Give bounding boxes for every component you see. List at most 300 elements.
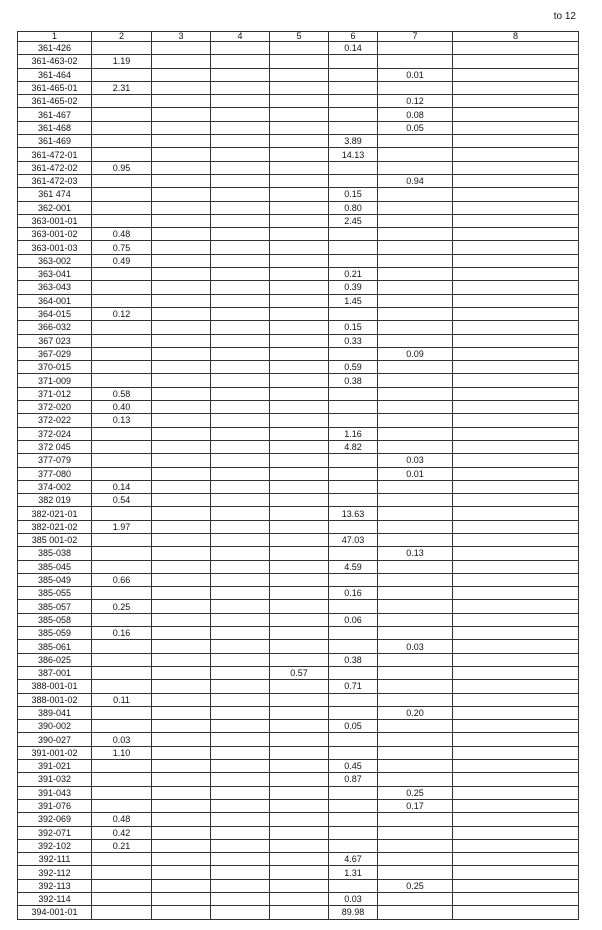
value-cell-col-4 [211,879,270,892]
value-cell-col-8 [453,387,579,400]
value-cell-col-6 [329,799,378,812]
value-cell-col-7 [378,893,453,906]
value-cell-col-7 [378,334,453,347]
value-cell-col-5 [270,307,329,320]
value-cell-col-2 [92,640,152,653]
value-cell-col-7 [378,866,453,879]
table-row [18,853,579,866]
value-cell-col-8 [453,268,579,281]
table-row [18,174,579,187]
value-cell-col-3 [152,613,211,626]
value-cell-col-8 [453,573,579,586]
row-code-cell: 361-468 [18,121,92,134]
value-cell-col-8 [453,507,579,520]
value-cell-col-4 [211,374,270,387]
value-cell-col-7 [378,427,453,440]
value-cell-col-5 [270,480,329,493]
value-cell-col-2 [92,853,152,866]
value-cell-col-8 [453,440,579,453]
value-cell-col-7 [378,760,453,773]
value-cell-col-2 [92,121,152,134]
value-cell-col-2 [92,294,152,307]
value-cell-col-2 [92,587,152,600]
value-cell-col-4 [211,839,270,852]
table-row [18,42,579,55]
value-cell-col-8 [453,148,579,161]
value-cell-col-2: 1.97 [92,520,152,533]
value-cell-col-2 [92,440,152,453]
table-row [18,414,579,427]
table-row [18,666,579,679]
value-cell-col-6 [329,228,378,241]
value-cell-col-4 [211,95,270,108]
value-cell-col-6 [329,600,378,613]
value-cell-col-6 [329,693,378,706]
value-cell-col-3 [152,387,211,400]
value-cell-col-3 [152,454,211,467]
value-cell-col-7 [378,281,453,294]
value-cell-col-8 [453,108,579,121]
column-header-6: 6 [329,32,378,42]
row-code-cell: 382-021-02 [18,520,92,533]
value-cell-col-2 [92,201,152,214]
value-cell-col-8 [453,135,579,148]
value-cell-col-3 [152,68,211,81]
table-row [18,307,579,320]
row-code-cell: 392-069 [18,813,92,826]
value-cell-col-2 [92,268,152,281]
value-cell-col-4 [211,454,270,467]
value-cell-col-5 [270,746,329,759]
value-cell-col-3 [152,666,211,679]
value-cell-col-8 [453,906,579,919]
value-cell-col-7 [378,161,453,174]
value-cell-col-5 [270,108,329,121]
value-cell-col-7 [378,307,453,320]
value-cell-col-4 [211,627,270,640]
row-code-cell: 361 474 [18,188,92,201]
table-row [18,839,579,852]
row-code-cell: 385-061 [18,640,92,653]
row-code-cell: 392-071 [18,826,92,839]
value-cell-col-2 [92,281,152,294]
row-code-cell: 370-015 [18,361,92,374]
value-cell-col-2 [92,214,152,227]
value-cell-col-5 [270,786,329,799]
value-cell-col-2 [92,547,152,560]
row-code-cell: 387-001 [18,666,92,679]
value-cell-col-5 [270,214,329,227]
value-cell-col-5 [270,906,329,919]
value-cell-col-2: 2.31 [92,81,152,94]
row-code-cell: 385-059 [18,627,92,640]
value-cell-col-5 [270,773,329,786]
value-cell-col-2 [92,799,152,812]
value-cell-col-7: 0.03 [378,454,453,467]
table-row [18,294,579,307]
table-row [18,401,579,414]
table-row [18,799,579,812]
value-cell-col-6 [329,161,378,174]
table-row [18,454,579,467]
value-cell-col-3 [152,467,211,480]
value-cell-col-3 [152,507,211,520]
value-cell-col-2: 0.21 [92,839,152,852]
value-cell-col-8 [453,746,579,759]
value-cell-col-6 [329,387,378,400]
row-code-cell: 386-025 [18,653,92,666]
value-cell-col-6 [329,879,378,892]
table-row [18,826,579,839]
value-cell-col-4 [211,507,270,520]
value-cell-col-6 [329,494,378,507]
table-row [18,706,579,719]
value-cell-col-3 [152,440,211,453]
value-cell-col-7 [378,361,453,374]
value-cell-col-5 [270,826,329,839]
value-cell-col-5: 0.57 [270,666,329,679]
value-cell-col-8 [453,799,579,812]
value-cell-col-3 [152,653,211,666]
value-cell-col-5 [270,693,329,706]
value-cell-col-3 [152,334,211,347]
value-cell-col-6 [329,706,378,719]
value-cell-col-8 [453,879,579,892]
value-cell-col-4 [211,706,270,719]
value-cell-col-5 [270,135,329,148]
table-header [18,32,579,42]
row-code-cell: 363-041 [18,268,92,281]
value-cell-col-5 [270,321,329,334]
row-code-cell: 391-001-02 [18,746,92,759]
value-cell-col-2: 1.10 [92,746,152,759]
row-code-cell: 363-002 [18,254,92,267]
value-cell-col-6 [329,467,378,480]
table-row [18,507,579,520]
table-row [18,374,579,387]
value-cell-col-7 [378,773,453,786]
value-cell-col-8 [453,480,579,493]
row-code-cell: 364-001 [18,294,92,307]
value-cell-col-5 [270,507,329,520]
value-cell-col-4 [211,361,270,374]
value-cell-col-8 [453,853,579,866]
row-code-cell: 371-009 [18,374,92,387]
row-code-cell: 361-472-01 [18,148,92,161]
value-cell-col-8 [453,294,579,307]
table-row [18,95,579,108]
value-cell-col-8 [453,760,579,773]
row-code-cell: 382-021-01 [18,507,92,520]
value-cell-col-8 [453,826,579,839]
value-cell-col-7 [378,135,453,148]
value-cell-col-2 [92,361,152,374]
value-cell-col-7 [378,653,453,666]
value-cell-col-6: 14.13 [329,148,378,161]
value-cell-col-8 [453,241,579,254]
value-cell-col-5 [270,467,329,480]
value-cell-col-5 [270,201,329,214]
value-cell-col-7 [378,520,453,533]
table-row [18,587,579,600]
value-cell-col-8 [453,42,579,55]
value-cell-col-7 [378,42,453,55]
value-cell-col-5 [270,241,329,254]
table-row [18,161,579,174]
value-cell-col-6: 89.98 [329,906,378,919]
value-cell-col-3 [152,254,211,267]
value-cell-col-4 [211,201,270,214]
value-cell-col-4 [211,480,270,493]
value-cell-col-5 [270,174,329,187]
value-cell-col-7 [378,560,453,573]
row-code-cell: 391-032 [18,773,92,786]
value-cell-col-4 [211,307,270,320]
value-cell-col-4 [211,573,270,586]
row-code-cell: 390-002 [18,720,92,733]
value-cell-col-4 [211,520,270,533]
value-cell-col-3 [152,733,211,746]
row-code-cell: 372 045 [18,440,92,453]
value-cell-col-2 [92,42,152,55]
value-cell-col-4 [211,81,270,94]
value-cell-col-5 [270,613,329,626]
value-cell-col-7 [378,826,453,839]
value-cell-col-6: 4.59 [329,560,378,573]
value-cell-col-4 [211,148,270,161]
page-label: to 12 [553,11,576,22]
value-cell-col-8 [453,786,579,799]
value-cell-col-4 [211,720,270,733]
value-cell-col-5 [270,414,329,427]
value-cell-col-6: 4.67 [329,853,378,866]
row-code-cell: 385-057 [18,600,92,613]
value-cell-col-6: 2.45 [329,214,378,227]
value-cell-col-2 [92,760,152,773]
value-cell-col-4 [211,68,270,81]
value-cell-col-2: 0.12 [92,307,152,320]
value-cell-col-7 [378,228,453,241]
value-cell-col-4 [211,613,270,626]
value-cell-col-5 [270,268,329,281]
value-cell-col-3 [152,161,211,174]
value-cell-col-8 [453,307,579,320]
value-cell-col-8 [453,547,579,560]
column-header-3: 3 [152,32,211,42]
value-cell-col-3 [152,201,211,214]
value-cell-col-3 [152,294,211,307]
value-cell-col-3 [152,866,211,879]
value-cell-col-2 [92,95,152,108]
value-cell-col-7 [378,201,453,214]
value-cell-col-4 [211,42,270,55]
value-cell-col-4 [211,560,270,573]
value-cell-col-3 [152,799,211,812]
table-row [18,720,579,733]
value-cell-col-7 [378,480,453,493]
table-row [18,268,579,281]
value-cell-col-6 [329,401,378,414]
value-cell-col-8 [453,427,579,440]
value-cell-col-8 [453,214,579,227]
value-cell-col-7 [378,613,453,626]
value-cell-col-2: 0.42 [92,826,152,839]
value-cell-col-8 [453,720,579,733]
value-cell-col-6: 47.03 [329,533,378,546]
value-cell-col-8 [453,467,579,480]
table-row [18,467,579,480]
value-cell-col-2: 0.95 [92,161,152,174]
value-cell-col-4 [211,640,270,653]
value-cell-col-4 [211,467,270,480]
value-cell-col-6 [329,547,378,560]
value-cell-col-8 [453,188,579,201]
value-cell-col-6: 0.15 [329,188,378,201]
value-cell-col-7 [378,720,453,733]
value-cell-col-6 [329,746,378,759]
table-row [18,480,579,493]
table-row [18,108,579,121]
row-code-cell: 366-032 [18,321,92,334]
row-code-cell: 361-465-02 [18,95,92,108]
data-table [17,31,579,920]
value-cell-col-3 [152,879,211,892]
value-cell-col-7: 0.01 [378,68,453,81]
value-cell-col-7 [378,573,453,586]
value-cell-col-2 [92,467,152,480]
table-row [18,613,579,626]
value-cell-col-2 [92,347,152,360]
value-cell-col-6 [329,121,378,134]
value-cell-col-6: 1.16 [329,427,378,440]
table-row [18,347,579,360]
value-cell-col-7 [378,853,453,866]
value-cell-col-4 [211,826,270,839]
table-row [18,148,579,161]
row-code-cell: 385-038 [18,547,92,560]
row-code-cell: 362-001 [18,201,92,214]
value-cell-col-5 [270,533,329,546]
table-row [18,680,579,693]
value-cell-col-4 [211,135,270,148]
value-cell-col-6: 0.71 [329,680,378,693]
table-row [18,773,579,786]
value-cell-col-2 [92,773,152,786]
value-cell-col-5 [270,893,329,906]
value-cell-col-5 [270,161,329,174]
value-cell-col-2 [92,866,152,879]
value-cell-col-4 [211,600,270,613]
value-cell-col-3 [152,627,211,640]
row-code-cell: 385-049 [18,573,92,586]
value-cell-col-8 [453,161,579,174]
value-cell-col-5 [270,254,329,267]
value-cell-col-8 [453,494,579,507]
value-cell-col-7: 0.05 [378,121,453,134]
row-code-cell: 361-469 [18,135,92,148]
value-cell-col-7 [378,587,453,600]
table-row [18,214,579,227]
value-cell-col-8 [453,666,579,679]
value-cell-col-2: 0.11 [92,693,152,706]
table-row [18,760,579,773]
value-cell-col-6: 0.21 [329,268,378,281]
row-code-cell: 364-015 [18,307,92,320]
value-cell-col-8 [453,533,579,546]
value-cell-col-7 [378,494,453,507]
value-cell-col-5 [270,494,329,507]
table-row [18,81,579,94]
value-cell-col-4 [211,666,270,679]
value-cell-col-5 [270,188,329,201]
value-cell-col-2: 0.14 [92,480,152,493]
value-cell-col-5 [270,706,329,719]
value-cell-col-8 [453,560,579,573]
value-cell-col-6 [329,454,378,467]
value-cell-col-5 [270,347,329,360]
value-cell-col-4 [211,773,270,786]
row-code-cell: 389-041 [18,706,92,719]
table-row [18,600,579,613]
value-cell-col-4 [211,188,270,201]
value-cell-col-7 [378,374,453,387]
value-cell-col-3 [152,307,211,320]
row-code-cell: 367-029 [18,347,92,360]
value-cell-col-4 [211,653,270,666]
value-cell-col-7 [378,627,453,640]
value-cell-col-6 [329,81,378,94]
value-cell-col-6 [329,813,378,826]
value-cell-col-3 [152,374,211,387]
value-cell-col-5 [270,760,329,773]
value-cell-col-6: 3.89 [329,135,378,148]
table-row [18,361,579,374]
value-cell-col-6 [329,414,378,427]
value-cell-col-3 [152,893,211,906]
value-cell-col-3 [152,560,211,573]
value-cell-col-3 [152,55,211,68]
value-cell-col-6 [329,573,378,586]
value-cell-col-6 [329,68,378,81]
value-cell-col-5 [270,560,329,573]
value-cell-col-8 [453,414,579,427]
value-cell-col-2 [92,454,152,467]
row-code-cell: 388-001-02 [18,693,92,706]
value-cell-col-5 [270,680,329,693]
value-cell-col-8 [453,334,579,347]
value-cell-col-4 [211,228,270,241]
value-cell-col-5 [270,334,329,347]
value-cell-col-7 [378,533,453,546]
value-cell-col-5 [270,573,329,586]
value-cell-col-3 [152,853,211,866]
column-header-8: 8 [453,32,579,42]
value-cell-col-5 [270,148,329,161]
table-row [18,321,579,334]
value-cell-col-5 [270,813,329,826]
table-row [18,188,579,201]
row-code-cell: 390-027 [18,733,92,746]
table-row [18,573,579,586]
value-cell-col-5 [270,866,329,879]
value-cell-col-6 [329,826,378,839]
value-cell-col-6: 0.39 [329,281,378,294]
value-cell-col-4 [211,241,270,254]
value-cell-col-8 [453,55,579,68]
row-code-cell: 392-114 [18,893,92,906]
value-cell-col-6 [329,95,378,108]
value-cell-col-7 [378,294,453,307]
